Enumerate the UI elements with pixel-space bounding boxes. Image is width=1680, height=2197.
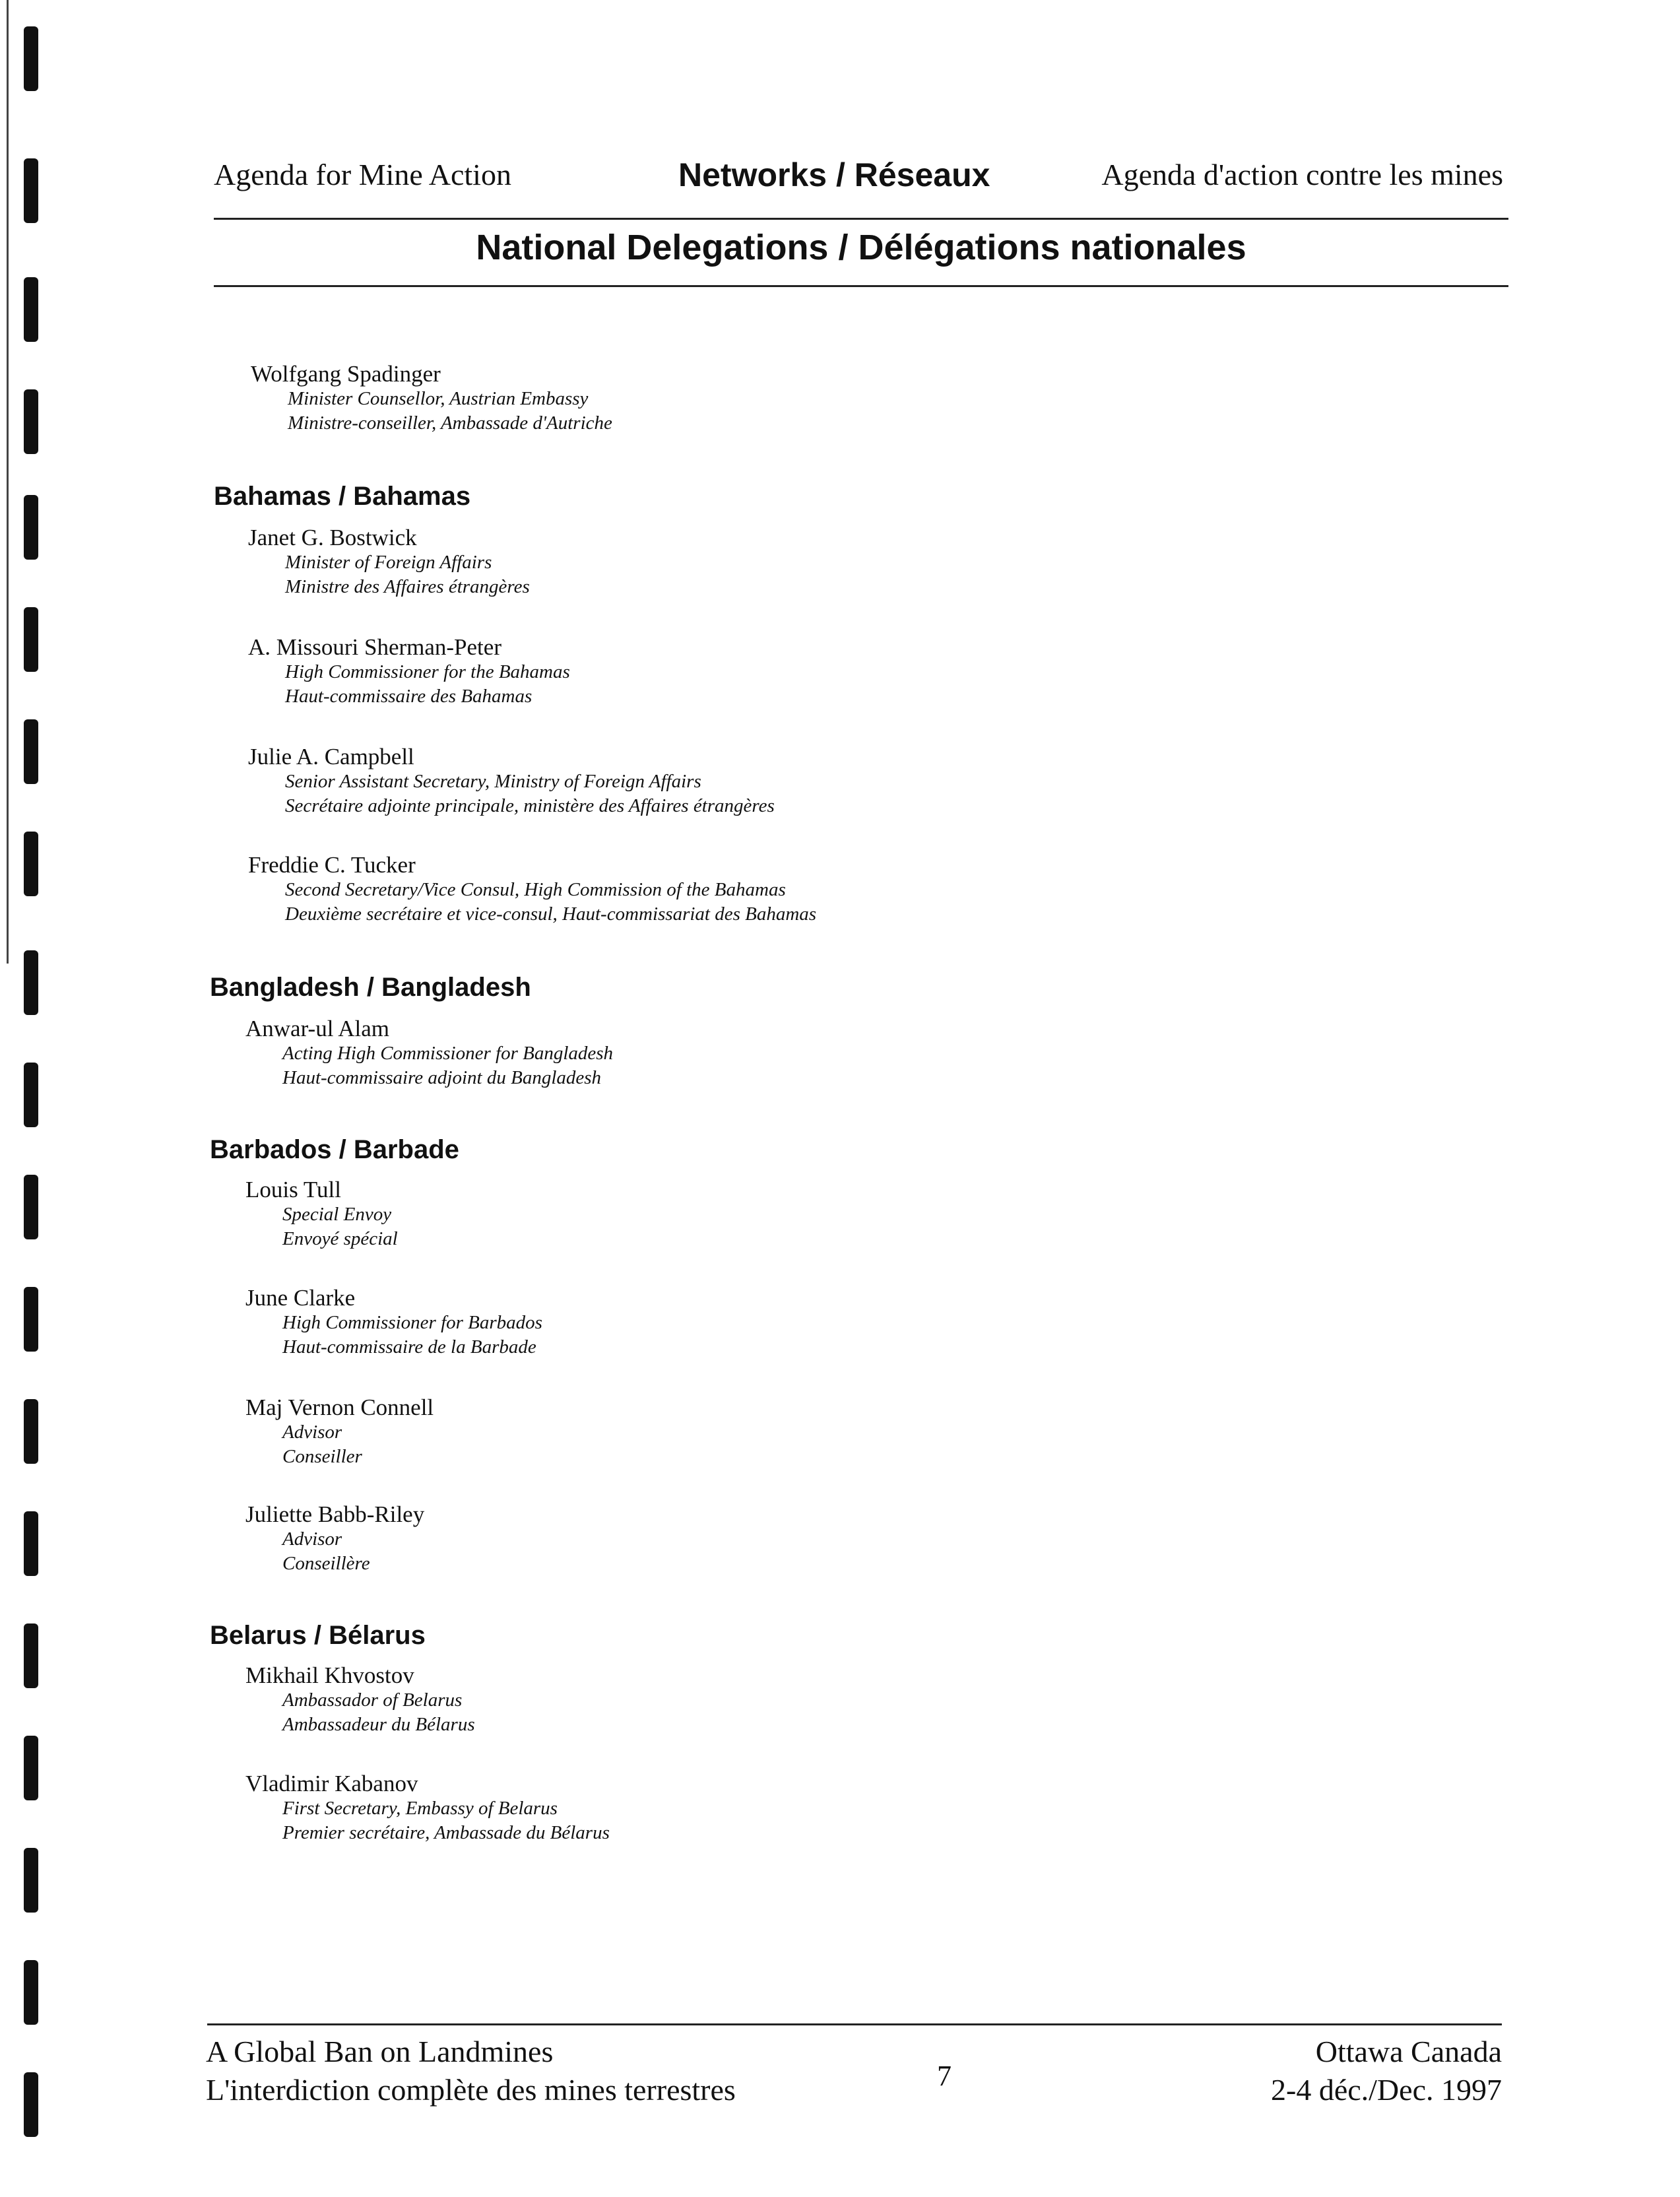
delegate-role-en: Senior Assistant Secretary, Ministry of Foreign Affairs: [285, 771, 701, 792]
binding-hole: [24, 1511, 38, 1576]
delegate-role-fr: Haut-commissaire de la Barbade: [282, 1336, 536, 1358]
delegate-name: Louis Tull: [245, 1177, 341, 1202]
delegate-entry: [248, 853, 816, 927]
binding-hole: [24, 26, 38, 91]
delegate-role-en: Advisor: [282, 1528, 342, 1550]
delegate-name: Anwar-ul Alam: [245, 1016, 389, 1041]
delegate-entry: [245, 1502, 424, 1576]
delegate-role-en: Advisor: [282, 1422, 342, 1443]
binding-hole: [24, 832, 38, 896]
header-left-title: Agenda for Mine Action: [214, 158, 511, 191]
binding-hole: [24, 950, 38, 1015]
delegate-role-en: Special Envoy: [282, 1204, 392, 1225]
delegate-role-en: Acting High Commissioner for Bangladesh: [282, 1043, 614, 1064]
footer-left: [206, 2033, 736, 2109]
delegate-name: June Clarke: [245, 1285, 356, 1311]
delegate-role-en: High Commissioner for Barbados: [282, 1312, 542, 1333]
country-heading: Bahamas / Bahamas: [214, 482, 471, 511]
footer-right: [1271, 2033, 1502, 2109]
footer-right-line1: Ottawa Canada: [1315, 2035, 1502, 2068]
binding-hole: [24, 1736, 38, 1800]
header-rule: [214, 218, 1508, 220]
delegate-entry: [248, 525, 530, 599]
delegate-name: Janet G. Bostwick: [248, 525, 417, 550]
delegate-name: Vladimir Kabanov: [245, 1771, 418, 1796]
footer-left-line1: A Global Ban on Landmines: [206, 2035, 554, 2068]
delegate-entry: [248, 635, 570, 709]
delegate-entry: [245, 1771, 610, 1845]
delegate-role-fr: Ministre des Affaires étrangères: [285, 576, 530, 597]
country-heading: Barbados / Barbade: [210, 1135, 459, 1164]
binding-hole: [24, 2072, 38, 2137]
binding-hole: [24, 389, 38, 454]
delegate-role-fr: Haut-commissaire adjoint du Bangladesh: [282, 1067, 602, 1088]
header-right-title: Agenda d'action contre les mines: [1101, 158, 1503, 191]
binding-hole: [24, 1960, 38, 2025]
binding-edge: [0, 0, 53, 2197]
delegate-entry: [245, 1177, 398, 1251]
section-rule: [214, 285, 1508, 287]
delegate-name: Freddie C. Tucker: [248, 852, 416, 878]
delegate-role-fr: Ministre-conseiller, Ambassade d'Autriche: [288, 412, 612, 434]
delegate-role-fr: Deuxième secrétaire et vice-consul, Haut-commissariat des Bahamas: [285, 903, 817, 925]
delegate-role-fr: Conseillère: [282, 1553, 370, 1574]
footer-rule: [207, 2023, 1502, 2025]
delegate-role-fr: Conseiller: [282, 1446, 362, 1467]
delegate-entry: [245, 1663, 475, 1737]
delegate-entry: [245, 1286, 542, 1360]
page-number: 7: [937, 2060, 952, 2092]
running-header: [214, 157, 1508, 203]
binding-hole: [24, 1848, 38, 1913]
delegate-role-en: Ambassador of Belarus: [282, 1689, 463, 1711]
country-heading: Belarus / Bélarus: [210, 1621, 426, 1650]
delegate-entry: [245, 1016, 613, 1090]
binding-hole: [24, 607, 38, 672]
section-title: National Delegations / Délégations nationales: [476, 228, 1246, 267]
binding-hole: [24, 277, 38, 342]
binding-line: [7, 0, 9, 964]
delegate-role-en: Second Secretary/Vice Consul, High Commission of the Bahamas: [285, 879, 786, 900]
delegate-role-en: Minister of Foreign Affairs: [285, 552, 492, 573]
binding-hole: [24, 1399, 38, 1464]
delegate-role-fr: Envoyé spécial: [282, 1228, 398, 1249]
delegate-entry: [251, 362, 612, 436]
delegate-name: Mikhail Khvostov: [245, 1662, 414, 1688]
delegate-entry: [248, 744, 775, 818]
delegate-name: Julie A. Campbell: [248, 744, 414, 770]
delegate-role-fr: Haut-commissaire des Bahamas: [285, 686, 533, 707]
binding-hole: [24, 1063, 38, 1127]
binding-hole: [24, 1175, 38, 1239]
delegate-name: Wolfgang Spadinger: [251, 361, 441, 387]
footer-left-line2: L'interdiction complète des mines terrestres: [206, 2073, 736, 2107]
delegate-entry: [245, 1395, 434, 1469]
binding-hole: [24, 495, 38, 560]
binding-hole: [24, 1287, 38, 1352]
delegate-name: Maj Vernon Connell: [245, 1394, 434, 1420]
footer-right-line2: 2-4 déc./Dec. 1997: [1271, 2073, 1502, 2107]
delegate-name: A. Missouri Sherman-Peter: [248, 634, 501, 660]
delegate-role-en: First Secretary, Embassy of Belarus: [282, 1798, 558, 1819]
delegate-role-en: High Commissioner for the Bahamas: [285, 661, 570, 682]
delegate-role-fr: Secrétaire adjointe principale, ministère des Affaires étrangères: [285, 795, 775, 816]
delegate-name: Juliette Babb-Riley: [245, 1501, 425, 1527]
binding-hole: [24, 158, 38, 223]
binding-hole: [24, 719, 38, 784]
delegate-role-fr: Premier secrétaire, Ambassade du Bélarus: [282, 1822, 610, 1843]
delegate-role-fr: Ambassadeur du Bélarus: [282, 1714, 475, 1735]
delegate-role-en: Minister Counsellor, Austrian Embassy: [288, 388, 589, 409]
binding-hole: [24, 1623, 38, 1688]
header-center-title: Networks / Réseaux: [678, 156, 990, 193]
country-heading: Bangladesh / Bangladesh: [210, 973, 531, 1002]
